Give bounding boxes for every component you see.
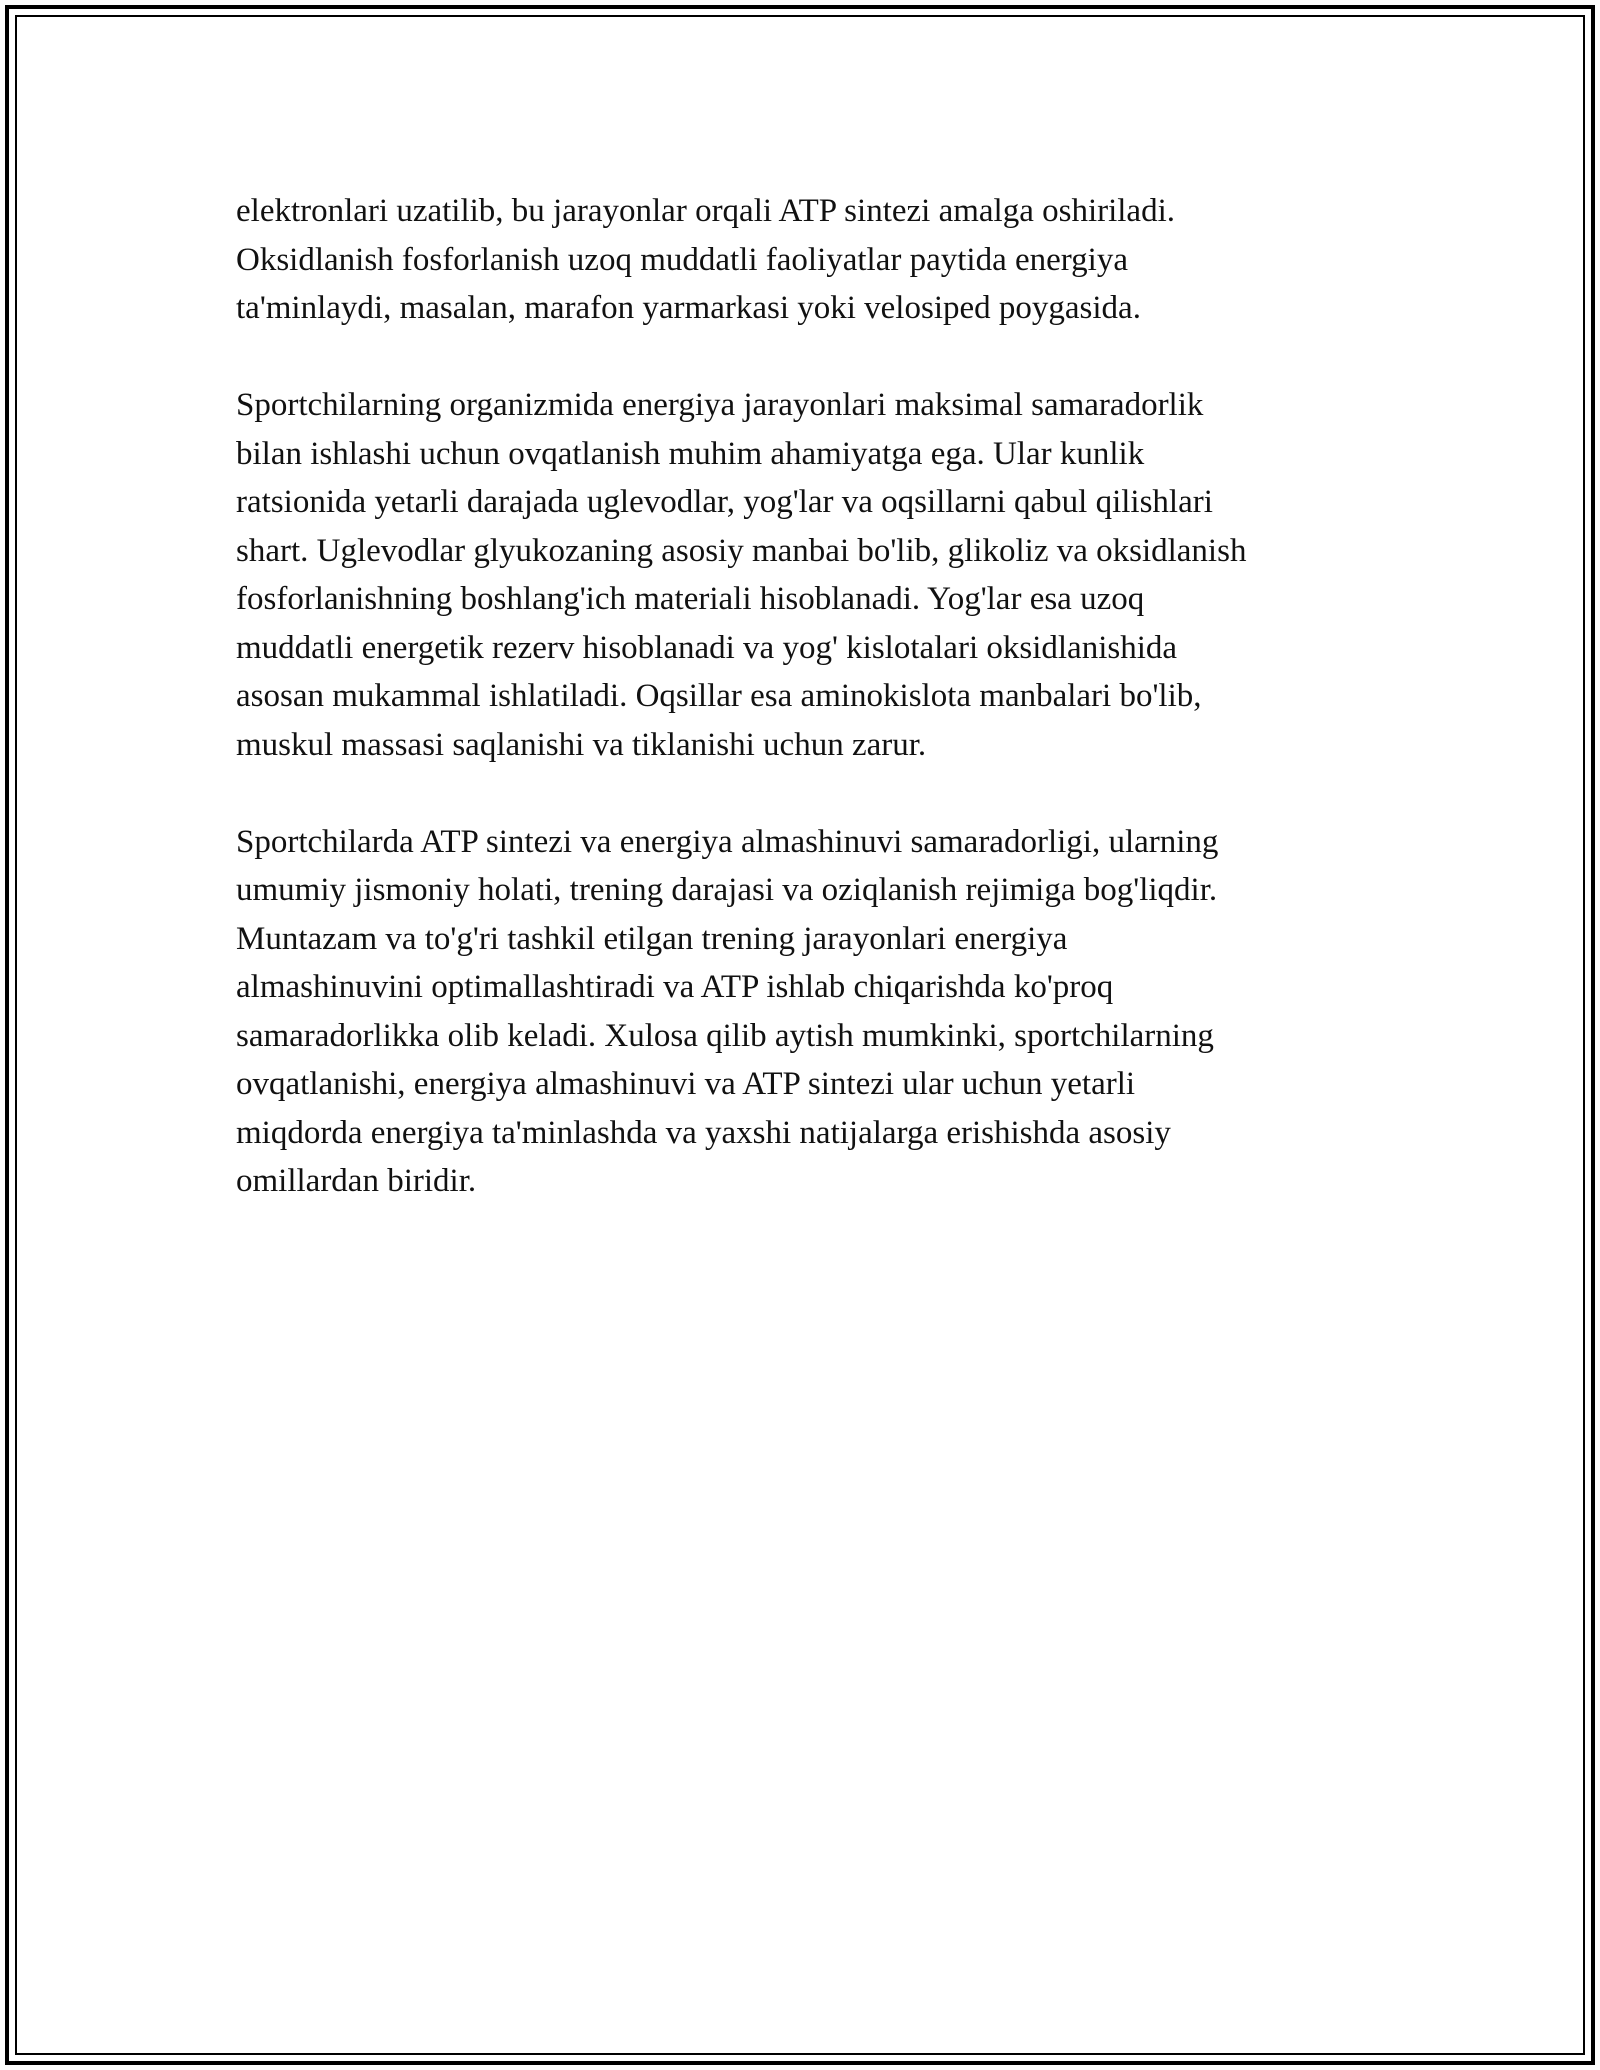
- paragraph-atp-oxidative-phosphorylation: elektronlari uzatilib, bu jarayonlar orqali ATP sintezi amalga oshiriladi. Oksidlanish fosforlanish uzoq muddatli faoliyatlar paytida energiya ta'minlaydi, masalan, marafon yarmarkasi yoki velosiped poygasida.: [236, 193, 1176, 326]
- paragraph-athlete-nutrition: Sportchilarning organizmida energiya jarayonlari maksimal samaradorlik bilan ishlashi uchun ovqatlanish muhim ahamiyatga ega. Ular kunlik ratsionida yetarli darajada uglevodlar, yog'lar va oqsillarni qabul qilishlari shart. Uglevodlar glyukozaning asosiy manbai bo'lib, glikoliz va oksidlanish fosforlanishning boshlang'ich materiali hisoblanadi. Yog'lar esa uzoq muddatli energetik rezerv hisoblanadi va yog' kislotalari oksidlanishida asosan mukammal ishlatiladi. Oqsillar esa aminokislota manbalari bo'lib, muskul massasi saqlanishi va tiklanishi uchun zarur.: [236, 387, 1247, 763]
- document-body: [236, 187, 1366, 1254]
- paragraph-conclusion: Sportchilarda ATP sintezi va energiya almashinuvi samaradorligi, ularning umumiy jismoniy holati, trening darajasi va oziqlanish rejimiga bog'liqdir. Muntazam va to'g'ri tashkil etilgan trening jarayonlari energiya almashinuvini optimallashtiradi va ATP ishlab chiqarishda ko'proq samaradorlikka olib keladi. Xulosa qilib aytish mumkinki, sportchilarning ovqatlanishi, energiya almashinuvi va ATP sintezi ular uchun yetarli miqdorda energiya ta'minlashda va yaxshi natijalarga erishishda asosiy omillardan biridir.: [236, 823, 1219, 1199]
